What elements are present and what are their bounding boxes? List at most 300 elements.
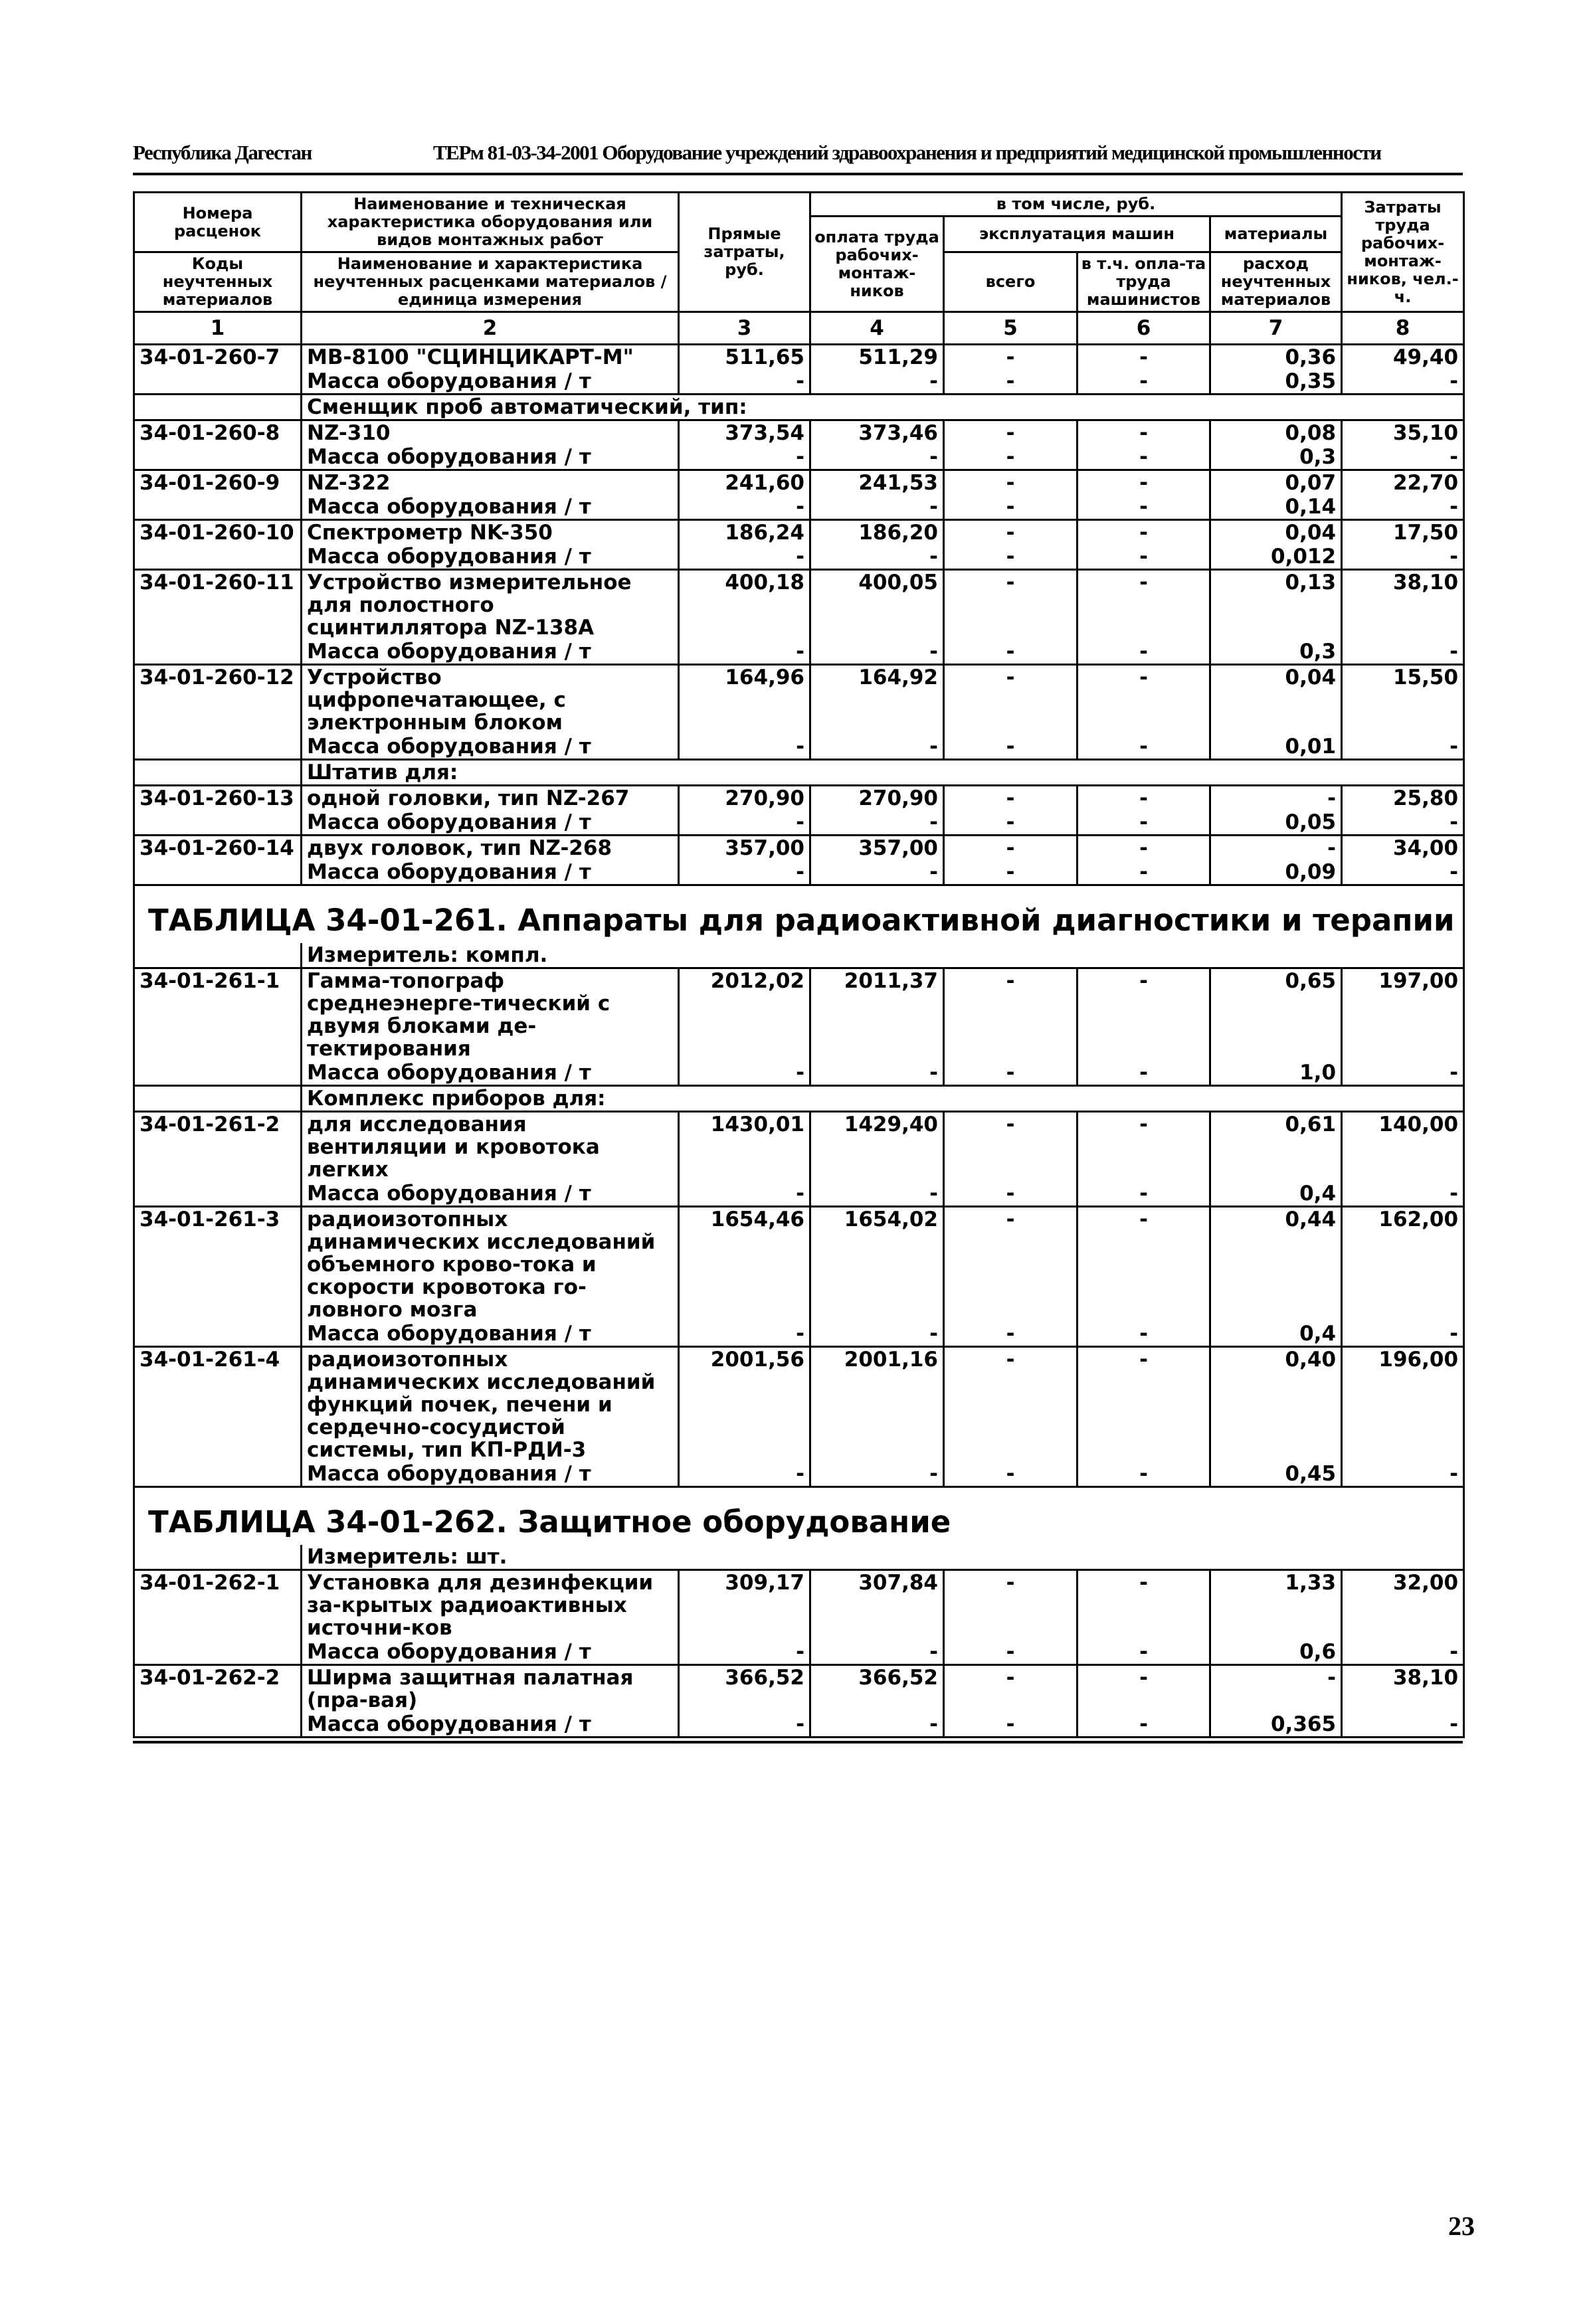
empty-cell: [134, 735, 302, 760]
mass-label: Масса оборудования / т: [302, 810, 679, 836]
mass-direct-costs: -: [679, 1182, 810, 1207]
mass-value: 0,3: [1210, 445, 1342, 470]
col-header-direct-costs: Прямые затраты, руб.: [679, 193, 810, 312]
labor-hours: 15,50: [1342, 665, 1464, 735]
worker-pay: 2011,37: [810, 968, 944, 1061]
equipment-name: для исследования вентиляции и кровотока легких: [302, 1112, 679, 1182]
machinist-pay: -: [1078, 345, 1210, 370]
table-row: [134, 520, 1464, 545]
equipment-name: Устройство измерительное для полостного сцинтиллятора NZ-138А: [302, 570, 679, 640]
machinist-pay: -: [1078, 786, 1210, 811]
worker-pay: 366,52: [810, 1665, 944, 1713]
rate-code: 34-01-261-4: [134, 1347, 302, 1463]
labor-hours: 38,10: [1342, 570, 1464, 640]
labor-hours: 22,70: [1342, 470, 1464, 495]
machines-total: -: [944, 1570, 1078, 1641]
worker-pay: 400,05: [810, 570, 944, 640]
equipment-name: радиоизотопных динамических исследований функций почек, печени и сердечно-сосудистой системы, тип КП-РДИ-3: [302, 1347, 679, 1463]
direct-costs: 241,60: [679, 470, 810, 495]
mass-labor-hours: -: [1342, 860, 1464, 885]
mass-row: [134, 810, 1464, 836]
mass-value: 0,45: [1210, 1462, 1342, 1487]
equipment-name: Устройство цифропечатающее, с электронным блоком: [302, 665, 679, 735]
col-header-machines-total: всего: [944, 252, 1078, 312]
col-header-materials-usage: расход неучтенных материалов: [1210, 252, 1342, 312]
machines-total: -: [944, 470, 1078, 495]
table-row: [134, 570, 1464, 640]
mass-direct-costs: -: [679, 860, 810, 885]
mass-labor-hours: -: [1342, 495, 1464, 520]
mass-worker-pay: -: [810, 1640, 944, 1665]
equipment-name: одной головки, тип NZ-267: [302, 786, 679, 811]
labor-hours: 25,80: [1342, 786, 1464, 811]
col-number: 3: [679, 312, 810, 345]
machinist-pay: -: [1078, 520, 1210, 545]
materials: 0,07: [1210, 470, 1342, 495]
mass-row: [134, 1061, 1464, 1086]
table-row: [134, 345, 1464, 370]
equipment-name: NZ-322: [302, 470, 679, 495]
equipment-name: МВ-8100 "СЦИНЦИКАРТ-М": [302, 345, 679, 370]
mass-labor-hours: -: [1342, 1182, 1464, 1207]
mass-labor-hours: -: [1342, 1462, 1464, 1487]
table-title: ТАБЛИЦА 34-01-261. Аппараты для радиоактивной диагностики и терапии: [134, 885, 1464, 944]
empty-cell: [134, 1182, 302, 1207]
mass-machinist-pay: -: [1078, 1182, 1210, 1207]
mass-direct-costs: -: [679, 1462, 810, 1487]
col-header-machinist-pay: в т.ч. опла-та труда машинистов: [1078, 252, 1210, 312]
mass-machinist-pay: -: [1078, 495, 1210, 520]
labor-hours: 38,10: [1342, 1665, 1464, 1713]
mass-machines-total: -: [944, 545, 1078, 570]
table-row: [134, 786, 1464, 811]
mass-label: Масса оборудования / т: [302, 1322, 679, 1347]
rate-code: 34-01-260-8: [134, 420, 302, 446]
labor-hours: 32,00: [1342, 1570, 1464, 1641]
col-header-rate-numbers: Номера расценок: [134, 193, 302, 252]
machines-total: -: [944, 1347, 1078, 1463]
mass-direct-costs: -: [679, 735, 810, 760]
col-number: 4: [810, 312, 944, 345]
direct-costs: 357,00: [679, 836, 810, 861]
table-header: [134, 193, 1464, 345]
rate-code: 34-01-260-9: [134, 470, 302, 495]
mass-machines-total: -: [944, 1322, 1078, 1347]
mass-row: [134, 1322, 1464, 1347]
machines-total: -: [944, 836, 1078, 861]
mass-value: 0,01: [1210, 735, 1342, 760]
mass-machines-total: -: [944, 735, 1078, 760]
worker-pay: 511,29: [810, 345, 944, 370]
rate-code: 34-01-261-3: [134, 1207, 302, 1322]
table-row: [134, 470, 1464, 495]
machines-total: -: [944, 345, 1078, 370]
section-heading-row: [134, 760, 1464, 786]
col-header-machines: эксплуатация машин: [944, 217, 1210, 252]
mass-value: 0,05: [1210, 810, 1342, 836]
measure-unit: Измеритель: компл.: [302, 943, 1464, 968]
header-rule: [133, 173, 1463, 175]
empty-cell: [134, 445, 302, 470]
empty-cell: [134, 943, 302, 968]
direct-costs: 186,24: [679, 520, 810, 545]
table-row: [134, 1207, 1464, 1322]
col-number: 8: [1342, 312, 1464, 345]
direct-costs: 373,54: [679, 420, 810, 446]
machines-total: -: [944, 665, 1078, 735]
equipment-name: радиоизотопных динамических исследований объемного крово-тока и скорости кровотока го-ловного мозга: [302, 1207, 679, 1322]
machines-total: -: [944, 1665, 1078, 1713]
materials: -: [1210, 836, 1342, 861]
mass-machinist-pay: -: [1078, 640, 1210, 665]
col-header-materials: материалы: [1210, 217, 1342, 252]
section-heading: Сменщик проб автоматический, тип:: [302, 395, 1464, 420]
materials: 0,65: [1210, 968, 1342, 1061]
equipment-name: Ширма защитная палатная (пра-вая): [302, 1665, 679, 1713]
mass-label: Масса оборудования / т: [302, 860, 679, 885]
table-title: ТАБЛИЦА 34-01-262. Защитное оборудование: [134, 1487, 1464, 1546]
worker-pay: 270,90: [810, 786, 944, 811]
mass-machinist-pay: -: [1078, 860, 1210, 885]
worker-pay: 186,20: [810, 520, 944, 545]
mass-machines-total: -: [944, 810, 1078, 836]
materials: 0,04: [1210, 665, 1342, 735]
mass-direct-costs: -: [679, 445, 810, 470]
col-header-labor: Затраты труда рабочих-монтаж-ников, чел.-ч.: [1342, 193, 1464, 312]
machinist-pay: -: [1078, 470, 1210, 495]
mass-direct-costs: -: [679, 1712, 810, 1738]
labor-hours: 34,00: [1342, 836, 1464, 861]
materials: 0,61: [1210, 1112, 1342, 1182]
worker-pay: 357,00: [810, 836, 944, 861]
mass-labor-hours: -: [1342, 445, 1464, 470]
mass-row: [134, 1462, 1464, 1487]
mass-label: Масса оборудования / т: [302, 1640, 679, 1665]
page-number: 23: [1448, 2211, 1475, 2241]
section-heading-row: [134, 395, 1464, 420]
worker-pay: 1429,40: [810, 1112, 944, 1182]
mass-value: 0,4: [1210, 1182, 1342, 1207]
col-number: 6: [1078, 312, 1210, 345]
direct-costs: 511,65: [679, 345, 810, 370]
mass-label: Масса оборудования / т: [302, 735, 679, 760]
machinist-pay: -: [1078, 1207, 1210, 1322]
mass-label: Масса оборудования / т: [302, 1061, 679, 1086]
mass-labor-hours: -: [1342, 735, 1464, 760]
section-heading: Комплекс приборов для:: [302, 1086, 1464, 1112]
header-region: Республика Дагестан: [133, 141, 312, 164]
worker-pay: 241,53: [810, 470, 944, 495]
measure-unit: Измеритель: шт.: [302, 1545, 1464, 1570]
materials: 0,04: [1210, 520, 1342, 545]
mass-machines-total: -: [944, 1061, 1078, 1086]
mass-machines-total: -: [944, 1640, 1078, 1665]
equipment-name: двух головок, тип NZ-268: [302, 836, 679, 861]
empty-cell: [134, 495, 302, 520]
measure-row: [134, 1545, 1464, 1570]
mass-machinist-pay: -: [1078, 1061, 1210, 1086]
mass-value: 1,0: [1210, 1061, 1342, 1086]
empty-cell: [134, 1322, 302, 1347]
mass-direct-costs: -: [679, 1640, 810, 1665]
mass-machinist-pay: -: [1078, 1640, 1210, 1665]
table-row: [134, 1665, 1464, 1713]
mass-value: 0,14: [1210, 495, 1342, 520]
materials: 1,33: [1210, 1570, 1342, 1641]
direct-costs: 1430,01: [679, 1112, 810, 1182]
machinist-pay: -: [1078, 1112, 1210, 1182]
mass-machinist-pay: -: [1078, 545, 1210, 570]
machinist-pay: -: [1078, 570, 1210, 640]
machinist-pay: -: [1078, 420, 1210, 446]
machinist-pay: -: [1078, 665, 1210, 735]
table-row: [134, 1570, 1464, 1641]
mass-machinist-pay: -: [1078, 1322, 1210, 1347]
mass-machinist-pay: -: [1078, 1712, 1210, 1738]
equipment-name: Гамма-топограф среднеэнерге-тический с двумя блоками де-тектирования: [302, 968, 679, 1061]
labor-hours: 17,50: [1342, 520, 1464, 545]
mass-label: Масса оборудования / т: [302, 369, 679, 395]
mass-row: [134, 545, 1464, 570]
mass-machines-total: -: [944, 1712, 1078, 1738]
mass-worker-pay: -: [810, 545, 944, 570]
worker-pay: 164,92: [810, 665, 944, 735]
measure-row: [134, 943, 1464, 968]
table-body: [134, 345, 1464, 1738]
mass-worker-pay: -: [810, 445, 944, 470]
section-heading-row: [134, 1086, 1464, 1112]
rate-code: 34-01-260-12: [134, 665, 302, 735]
empty-cell: [134, 1712, 302, 1738]
direct-costs: 270,90: [679, 786, 810, 811]
machinist-pay: -: [1078, 1347, 1210, 1463]
direct-costs: 164,96: [679, 665, 810, 735]
equipment-name: NZ-310: [302, 420, 679, 446]
mass-direct-costs: -: [679, 1322, 810, 1347]
machines-total: -: [944, 570, 1078, 640]
direct-costs: 400,18: [679, 570, 810, 640]
table-row: [134, 1112, 1464, 1182]
mass-value: 0,012: [1210, 545, 1342, 570]
rate-code: 34-01-262-2: [134, 1665, 302, 1713]
mass-value: 0,6: [1210, 1640, 1342, 1665]
col-number: 2: [302, 312, 679, 345]
rate-code: 34-01-260-10: [134, 520, 302, 545]
labor-hours: 140,00: [1342, 1112, 1464, 1182]
mass-row: [134, 860, 1464, 885]
col-header-worker-pay: оплата труда рабочих-монтаж-ников: [810, 217, 944, 312]
header-title: ТЕРм 81-03-34-2001 Оборудование учреждений здравоохранения и предприятий медицинской промышленности: [433, 141, 1381, 164]
mass-machines-total: -: [944, 445, 1078, 470]
rate-code: 34-01-260-7: [134, 345, 302, 370]
table-row: [134, 420, 1464, 446]
mass-value: 0,365: [1210, 1712, 1342, 1738]
table-row: [134, 665, 1464, 735]
mass-label: Масса оборудования / т: [302, 445, 679, 470]
col-header-name: Наименование и техническая характеристика оборудования или видов монтажных работ: [302, 193, 679, 252]
equipment-name: Спектрометр NK-350: [302, 520, 679, 545]
mass-value: 0,4: [1210, 1322, 1342, 1347]
materials: -: [1210, 1665, 1342, 1713]
mass-row: [134, 735, 1464, 760]
mass-machinist-pay: -: [1078, 445, 1210, 470]
mass-worker-pay: -: [810, 860, 944, 885]
mass-label: Масса оборудования / т: [302, 1182, 679, 1207]
mass-value: 0,09: [1210, 860, 1342, 885]
mass-label: Масса оборудования / т: [302, 640, 679, 665]
direct-costs: 309,17: [679, 1570, 810, 1641]
empty-cell: [134, 860, 302, 885]
mass-machinist-pay: -: [1078, 810, 1210, 836]
rate-code: 34-01-260-14: [134, 836, 302, 861]
machinist-pay: -: [1078, 836, 1210, 861]
machinist-pay: -: [1078, 968, 1210, 1061]
mass-label: Масса оборудования / т: [302, 545, 679, 570]
mass-direct-costs: -: [679, 495, 810, 520]
mass-label: Масса оборудования / т: [302, 1712, 679, 1738]
labor-hours: 162,00: [1342, 1207, 1464, 1322]
mass-machines-total: -: [944, 495, 1078, 520]
mass-worker-pay: -: [810, 1061, 944, 1086]
materials: 0,44: [1210, 1207, 1342, 1322]
materials: 0,36: [1210, 345, 1342, 370]
mass-machinist-pay: -: [1078, 735, 1210, 760]
mass-labor-hours: -: [1342, 640, 1464, 665]
mass-labor-hours: -: [1342, 369, 1464, 395]
machines-total: -: [944, 520, 1078, 545]
mass-worker-pay: -: [810, 1462, 944, 1487]
machinist-pay: -: [1078, 1570, 1210, 1641]
mass-worker-pay: -: [810, 735, 944, 760]
empty-cell: [134, 369, 302, 395]
empty-cell: [134, 395, 302, 420]
rate-code: 34-01-261-1: [134, 968, 302, 1061]
mass-labor-hours: -: [1342, 1322, 1464, 1347]
mass-row: [134, 1182, 1464, 1207]
mass-labor-hours: -: [1342, 1061, 1464, 1086]
machines-total: -: [944, 420, 1078, 446]
mass-direct-costs: -: [679, 369, 810, 395]
empty-cell: [134, 1545, 302, 1570]
machines-total: -: [944, 786, 1078, 811]
mass-direct-costs: -: [679, 810, 810, 836]
empty-cell: [134, 1640, 302, 1665]
mass-labor-hours: -: [1342, 1640, 1464, 1665]
labor-hours: 196,00: [1342, 1347, 1464, 1463]
mass-direct-costs: -: [679, 1061, 810, 1086]
mass-machinist-pay: -: [1078, 1462, 1210, 1487]
page-header: [133, 141, 1461, 171]
worker-pay: 2001,16: [810, 1347, 944, 1463]
worker-pay: 307,84: [810, 1570, 944, 1641]
machines-total: -: [944, 1207, 1078, 1322]
machines-total: -: [944, 1112, 1078, 1182]
table-row: [134, 968, 1464, 1061]
mass-worker-pay: -: [810, 640, 944, 665]
materials: 0,13: [1210, 570, 1342, 640]
col-number: 1: [134, 312, 302, 345]
mass-direct-costs: -: [679, 640, 810, 665]
mass-worker-pay: -: [810, 369, 944, 395]
empty-cell: [134, 810, 302, 836]
materials: -: [1210, 786, 1342, 811]
col-number: 5: [944, 312, 1078, 345]
mass-labor-hours: -: [1342, 810, 1464, 836]
section-heading: Штатив для:: [302, 760, 1464, 786]
table-row: [134, 836, 1464, 861]
table-title-row: [134, 1487, 1464, 1546]
equipment-name: Установка для дезинфекции за-крытых радиоактивных источни-ков: [302, 1570, 679, 1641]
rate-code: 34-01-260-13: [134, 786, 302, 811]
mass-machines-total: -: [944, 1182, 1078, 1207]
table-title-row: [134, 885, 1464, 944]
mass-machines-total: -: [944, 369, 1078, 395]
empty-cell: [134, 640, 302, 665]
rates-table: [133, 191, 1465, 1738]
mass-machines-total: -: [944, 860, 1078, 885]
empty-cell: [134, 545, 302, 570]
worker-pay: 373,46: [810, 420, 944, 446]
direct-costs: 1654,46: [679, 1207, 810, 1322]
mass-row: [134, 495, 1464, 520]
materials: 0,40: [1210, 1347, 1342, 1463]
table-bottom-rule: [133, 1741, 1463, 1743]
machinist-pay: -: [1078, 1665, 1210, 1713]
col-header-codes: Коды неучтенных материалов: [134, 252, 302, 312]
mass-machinist-pay: -: [1078, 369, 1210, 395]
mass-worker-pay: -: [810, 1322, 944, 1347]
empty-cell: [134, 1086, 302, 1112]
col-header-materials-name: Наименование и характеристика неучтенных расценками материалов / единица измерения: [302, 252, 679, 312]
mass-row: [134, 1640, 1464, 1665]
machines-total: -: [944, 968, 1078, 1061]
col-number: 7: [1210, 312, 1342, 345]
labor-hours: 49,40: [1342, 345, 1464, 370]
materials: 0,08: [1210, 420, 1342, 446]
mass-labor-hours: -: [1342, 1712, 1464, 1738]
rate-code: 34-01-261-2: [134, 1112, 302, 1182]
mass-label: Масса оборудования / т: [302, 1462, 679, 1487]
worker-pay: 1654,02: [810, 1207, 944, 1322]
mass-label: Масса оборудования / т: [302, 495, 679, 520]
direct-costs: 366,52: [679, 1665, 810, 1713]
mass-row: [134, 1712, 1464, 1738]
labor-hours: 197,00: [1342, 968, 1464, 1061]
mass-value: 0,35: [1210, 369, 1342, 395]
mass-worker-pay: -: [810, 495, 944, 520]
empty-cell: [134, 1061, 302, 1086]
mass-worker-pay: -: [810, 810, 944, 836]
empty-cell: [134, 1462, 302, 1487]
col-header-including: в том числе, руб.: [810, 193, 1342, 217]
labor-hours: 35,10: [1342, 420, 1464, 446]
mass-worker-pay: -: [810, 1712, 944, 1738]
direct-costs: 2012,02: [679, 968, 810, 1061]
table-row: [134, 1347, 1464, 1463]
mass-worker-pay: -: [810, 1182, 944, 1207]
mass-machines-total: -: [944, 1462, 1078, 1487]
mass-machines-total: -: [944, 640, 1078, 665]
rate-code: 34-01-262-1: [134, 1570, 302, 1641]
mass-direct-costs: -: [679, 545, 810, 570]
mass-row: [134, 369, 1464, 395]
direct-costs: 2001,56: [679, 1347, 810, 1463]
mass-row: [134, 640, 1464, 665]
mass-labor-hours: -: [1342, 545, 1464, 570]
empty-cell: [134, 760, 302, 786]
rate-code: 34-01-260-11: [134, 570, 302, 640]
mass-value: 0,3: [1210, 640, 1342, 665]
